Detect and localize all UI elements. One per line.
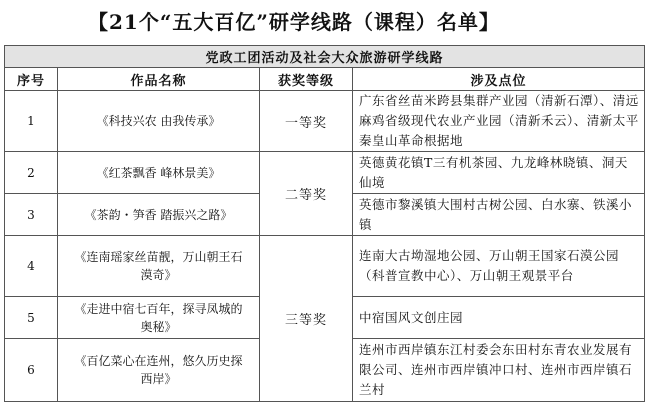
row-places: 广东省丝苗米跨县集群产业园（清新石潭）、清远麻鸡省级现代农业产业园（清新禾云）、清新太平秦皇山革命根据地	[353, 91, 645, 152]
row-places: 连南大古坳湿地公园、万山朝王国家石漠公园（科普宣教中心）、万山朝王观景平台	[353, 236, 645, 297]
row-name: 《红茶飘香 峰林景美》	[58, 152, 260, 194]
header-places: 涉及点位	[353, 68, 645, 91]
header-name: 作品名称	[58, 68, 260, 91]
header-award: 获奖等级	[260, 68, 353, 91]
row-no: 4	[5, 236, 58, 297]
row-name: 《连南瑶家丝苗靓，万山朝王石漠奇》	[58, 236, 260, 297]
award-second: 二等奖	[260, 152, 353, 236]
row-name: 《科技兴农 由我传承》	[58, 91, 260, 152]
row-no: 3	[5, 194, 58, 236]
table-row	[5, 91, 645, 152]
award-first: 一等奖	[260, 91, 353, 152]
row-no: 2	[5, 152, 58, 194]
row-places: 英德黄花镇T三有机茶园、九龙峰林晓镇、洞天仙境	[353, 152, 645, 194]
row-places: 中宿国风文创庄园	[353, 297, 645, 339]
page-title: 【21个“五大百亿”研学线路（课程）名单】	[88, 10, 500, 34]
route-table	[4, 45, 645, 402]
row-no: 6	[5, 339, 58, 402]
table-row	[5, 152, 645, 194]
row-no: 5	[5, 297, 58, 339]
row-name: 《百亿菜心在连州，悠久历史探西岸》	[58, 339, 260, 402]
row-name: 《茶韵・笋香 踏振兴之路》	[58, 194, 260, 236]
table-header-row	[5, 68, 645, 91]
row-name: 《走进中宿七百年，探寻凤城的奥秘》	[58, 297, 260, 339]
row-places: 连州市西岸镇东江村委会东田村东青农业发展有限公司、连州市西岸镇冲口村、连州市西岸镇石兰村	[353, 339, 645, 402]
row-places: 英德市黎溪镇大围村古树公园、白水寨、铁溪小镇	[353, 194, 645, 236]
table-row	[5, 236, 645, 297]
header-no: 序号	[5, 68, 58, 91]
award-third: 三等奖	[260, 236, 353, 402]
row-no: 1	[5, 91, 58, 152]
table-caption: 党政工团活动及社会大众旅游研学线路	[5, 46, 645, 68]
